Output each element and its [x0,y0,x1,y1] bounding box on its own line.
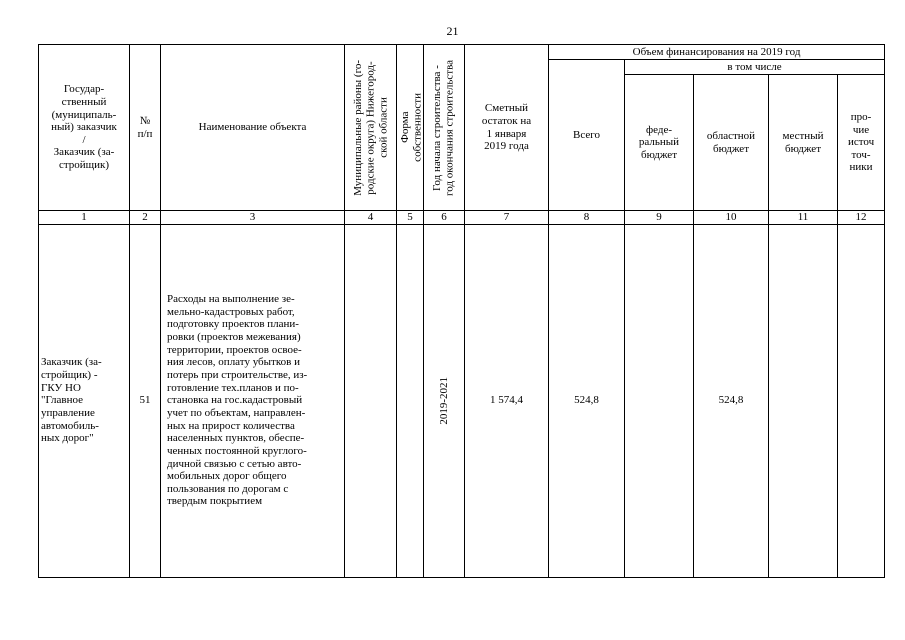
header-years [424,45,465,211]
col-number-1: 1 [39,211,130,225]
col-number-8: 8 [549,211,625,225]
col-number-10: 10 [694,211,769,225]
header-federal: феде- ральный бюджет [625,75,694,211]
page-number: 21 [446,24,459,38]
header-financing-group: Объем финансирования на 2019 год [549,45,885,60]
row-federal [625,224,694,577]
row-ownership [397,224,424,577]
header-object-name: Наименование объекта [161,45,345,211]
col-number-5: 5 [397,211,424,225]
row-customer: Заказчик (за- стройщик) - ГКУ НО "Главное управление автомобиль- ных дорог" [39,224,130,577]
col-number-7: 7 [465,211,549,225]
header-district-text: Муниципальные районы (го- родские округа) Нижегород- ской области [351,59,389,196]
col-number-6: 6 [424,211,465,225]
table-row [39,224,885,577]
row-number: 51 [130,224,161,577]
header-customer: Государ- ственный (муниципаль- ный) заказчик / Заказчик (за- стройщик) [39,45,130,211]
col-number-4: 4 [345,211,397,225]
header-number: № п/п [130,45,161,211]
col-number-9: 9 [625,211,694,225]
header-ownership [397,45,424,211]
row-local [769,224,838,577]
col-number-2: 2 [130,211,161,225]
row-object: Расходы на выполнение зе- мельно-кадастровых работ, подготовку проектов плани- ровки (проектов межевания) территории, проектов освое- ния лесов, оплату убытков и потерь при строительстве, из- готовление тех.планов и по- становка на гос.кадастровый учет по объектам, направлен- ных на прирост количества населенных пунктов, обеспе- ченных постоянной круглого- дичной связью с сетью авто- мобильных дорог общего пользования по дорогам с твердым покрытием [161,224,345,577]
col-number-11: 11 [769,211,838,225]
row-years [424,224,465,577]
row-years-text: 2019-2021 [437,376,450,425]
row-estimate-remainder: 1 574,4 [465,224,549,577]
header-regional: областной бюджет [694,75,769,211]
header-years-text: Год начала строительства - год окончания строительства [431,59,456,196]
header-ownership-text: Форма собственности [399,93,424,162]
header-district [345,45,397,211]
row-total: 524,8 [549,224,625,577]
row-other [838,224,885,577]
col-number-3: 3 [161,211,345,225]
header-local: местный бюджет [769,75,838,211]
col-number-12: 12 [838,211,885,225]
header-estimate-remainder: Сметный остаток на 1 января 2019 года [465,45,549,211]
row-regional: 524,8 [694,224,769,577]
header-including: в том числе [625,60,885,75]
row-district [345,224,397,577]
header-other: про- чие источ точ- ники [838,75,885,211]
financing-table [38,44,885,578]
header-total: Всего [549,60,625,211]
